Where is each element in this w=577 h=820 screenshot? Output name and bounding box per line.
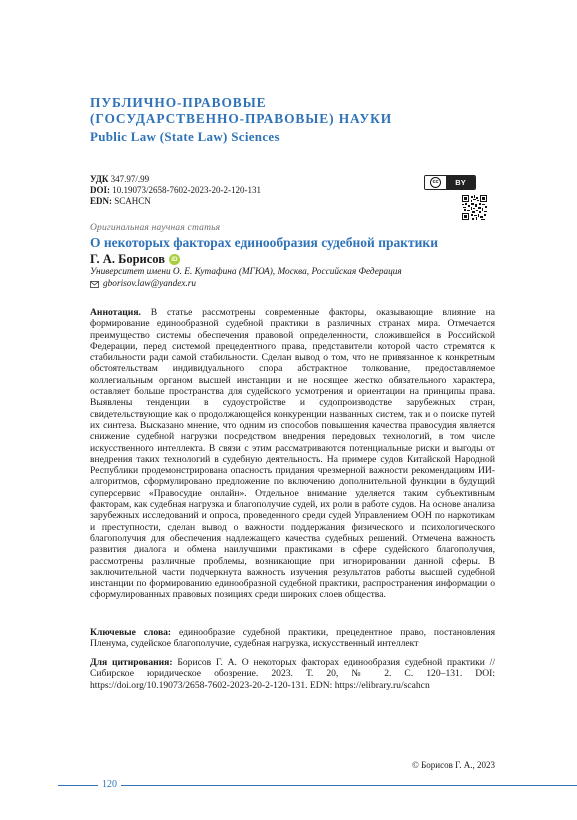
cc-icon: cc (430, 177, 441, 188)
section-title-line-1: ПУБЛИЧНО-ПРАВОВЫЕ (90, 95, 267, 110)
keywords-label: Ключевые слова: (90, 627, 172, 638)
journal-section-title-en: Public Law (State Law) Sciences (90, 129, 280, 144)
orcid-icon[interactable]: iD (169, 254, 180, 265)
abstract-text: В статье рассмотрены современные факторы, оказывающие влияние на формирование единообразной судебной практики в различных странах мира. Отмечается преимущество системы обеспечения правовой определенности, сложившейся в Российской Федерации, перед системой прецедентного права, представители которой часто стремятся к стабильности ради самой стабильности. Сделан вывод о том, что не привязанное к конкретным обстоятельствам индивидуального спора абстрактное толкование, предоставляемое коллегиальным органом высшей инстанции и не носящее жестко обязательного характера, оставляет больше пространства для судейского усмотрения и ориентации на принципы права. Выявлены тенденции в судоустройстве и судопроизводстве зарубежных стран, свидетельствующие как о продолжающейся конкуренции названных систем, так и о поиске путей их синтеза. Высказано мнение, что одним из способов повышения качества правосудия является снижение судебной нагрузки посредством внедрения передовых технологий, в том числе искусственного интеллекта. В связи с этим рассматриваются потенциальные риски и выгоды от внедрения таких технологий в судебную деятельность. На примере судов Китайской Народной Республики продемонстрирована опасность придания чрезмерной важности рекомендациям ИИ-алгоритмов, сформулировано предложение по включению дополнительной функции в будущий суперсервис «Правосудие онлайн». Отдельное внимание уделяется таким субъективным факторам, как судебная нагрузка и благополучие судей, их роли в работе судов. На основе анализа зарубежных исследований и опроса, проведенного среди судей Управлением ООН по наркотикам и преступности, сделан вывод о важности поддержания физического и психологического благополучия для обеспечения надлежащего качества судебных решений. Отмечена важность развития диалога и обмена наилучшими практиками в сфере судейского благополучия, рассмотрены различные проблемы, возникающие при игнорировании данной сферы. В заключительной части подчеркнута важность изучения результатов работы высшей судебной инстанции по формированию единообразной судебной практики, распространения информации о сформулированных правовых позициях среди широких слоев общества. (90, 307, 495, 601)
udk-line (90, 174, 261, 185)
udk-label: УДК (90, 174, 109, 184)
author-name: Г. А. Борисов (90, 252, 165, 266)
citation-label: Для цитирования: (90, 657, 173, 668)
article-type: Оригинальная научная статья (90, 223, 221, 233)
abstract-label: Аннотация. (90, 307, 141, 318)
author-line (90, 252, 180, 267)
journal-section-title (90, 95, 392, 127)
qr-code-icon (462, 195, 487, 220)
citation (90, 657, 495, 691)
udk-value: 347.97/.99 (108, 174, 150, 184)
author-email-line (90, 279, 196, 289)
envelope-icon (90, 281, 99, 288)
doi-value[interactable]: 10.19073/2658-7602-2023-20-2-120-131 (110, 184, 261, 195)
section-title-line-2: (ГОСУДАРСТВЕННО-ПРАВОВЫЕ) НАУКИ (90, 111, 393, 126)
keywords-text: единообразие судебной практики, прецедентное право, постановления Пленума, судейское благополучие, судебная нагрузка, искусственный интеллект (90, 627, 495, 650)
doi-line (90, 185, 261, 196)
by-label: BY (446, 176, 475, 189)
article-metadata (90, 174, 261, 206)
edn-value: SCAHCN (112, 195, 151, 206)
edn-label: EDN: (90, 195, 112, 206)
author-email[interactable]: gborisov.law@yandex.ru (103, 279, 197, 289)
article-title: О некоторых факторах единообразия судебной практики (90, 235, 438, 250)
abstract (90, 307, 495, 601)
footer-divider (58, 785, 577, 786)
copyright-notice: © Борисов Г. А., 2023 (412, 760, 496, 770)
citation-text: Борисов Г. А. О некоторых факторах единообразия судебной практики // Сибирское юридическое обозрение. 2023. Т. 20, № 2. С. 120–131. DOI: https://doi.org/10.19073/2658-7602-2023-20-2-120-131. EDN: https://elibrary.ru/scahcn (90, 657, 495, 691)
page-number: 120 (98, 779, 121, 790)
keywords (90, 627, 495, 650)
doi-label: DOI: (90, 184, 110, 195)
cc-by-license-badge[interactable] (424, 175, 476, 190)
edn-line (90, 196, 261, 207)
author-affiliation: Университет имени О. Е. Кутафина (МГЮА), Москва, Российская Федерация (90, 267, 402, 277)
